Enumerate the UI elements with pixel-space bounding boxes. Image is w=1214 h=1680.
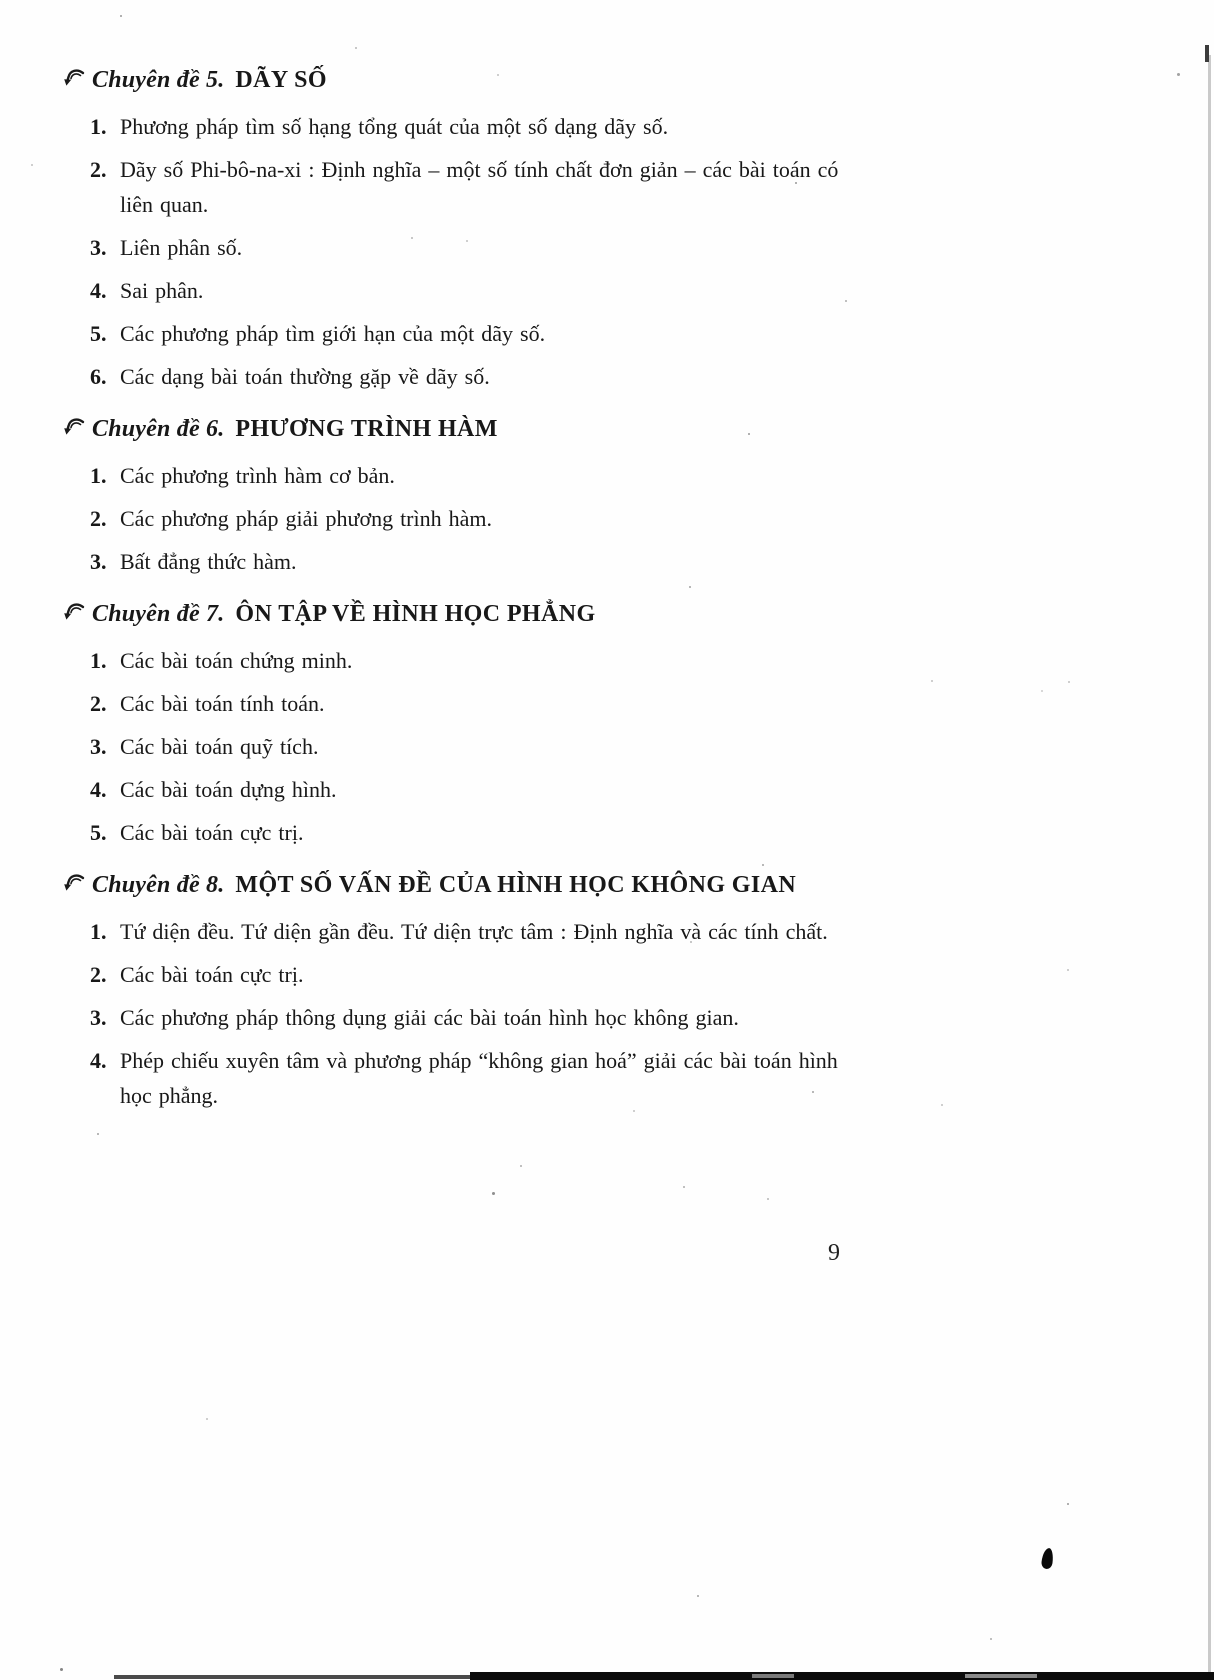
scan-speck — [845, 300, 847, 302]
scan-speck — [1067, 969, 1069, 971]
item-number: 5. — [90, 820, 107, 845]
item-text: Các bài toán quỹ tích. — [120, 734, 319, 759]
item-text: Các phương trình hàm cơ bản. — [120, 463, 395, 488]
item-number: 3. — [90, 734, 107, 759]
scan-bottom-bar-thin — [114, 1675, 474, 1679]
item-number: 1. — [90, 648, 107, 673]
item-number: 2. — [90, 506, 107, 531]
section-heading — [62, 596, 852, 632]
list-item — [90, 1000, 852, 1035]
scan-speck — [762, 864, 764, 866]
scan-speck — [931, 680, 933, 682]
scan-speck — [31, 164, 33, 166]
table-of-contents — [0, 62, 852, 1121]
scan-speck — [97, 1133, 99, 1135]
list-item — [90, 458, 852, 493]
section-6 — [62, 411, 852, 579]
curved-arrow-icon — [62, 871, 87, 901]
item-text: Sai phân. — [120, 278, 204, 303]
section-items — [90, 109, 852, 394]
section-items — [90, 458, 852, 579]
scan-bottom-bar — [470, 1672, 1214, 1680]
item-number: 2. — [90, 962, 107, 987]
item-text: Phép chiếu xuyên tâm và phương pháp “không gian hoá” giải các bài toán hình học phẳng. — [120, 1048, 838, 1108]
scan-speck — [683, 1186, 685, 1188]
item-number: 1. — [90, 463, 107, 488]
item-text: Các bài toán tính toán. — [120, 691, 325, 716]
section-title: DÃY SỐ — [235, 67, 327, 93]
list-item — [90, 230, 852, 265]
scan-bottom-bar-gap — [965, 1674, 1037, 1678]
curved-arrow-icon — [62, 66, 87, 96]
list-item — [90, 643, 852, 678]
scan-speck — [767, 1198, 769, 1200]
scan-speck — [497, 74, 499, 76]
item-number: 2. — [90, 691, 107, 716]
item-text: Các bài toán cực trị. — [120, 962, 304, 987]
list-item — [90, 316, 852, 351]
page-number: 9 — [828, 1240, 840, 1266]
section-heading — [62, 62, 852, 98]
list-item — [90, 772, 852, 807]
section-label: Chuyên đề 6. — [92, 416, 225, 442]
section-5 — [62, 62, 852, 394]
item-number: 4. — [90, 278, 107, 303]
item-number: 4. — [90, 1048, 107, 1073]
list-item — [90, 273, 852, 308]
list-item — [90, 957, 852, 992]
section-items — [90, 914, 852, 1113]
section-8 — [62, 867, 852, 1113]
item-number: 3. — [90, 235, 107, 260]
scan-speck — [748, 433, 750, 435]
list-item — [90, 109, 852, 144]
item-number: 3. — [90, 1005, 107, 1030]
item-text: Các phương pháp tìm giới hạn của một dãy số. — [120, 321, 546, 346]
section-title: ÔN TẬP VỀ HÌNH HỌC PHẲNG — [235, 601, 596, 627]
scan-edge-line — [1208, 55, 1211, 1672]
ink-blot — [1041, 1547, 1054, 1569]
item-text: Dãy số Phi-bô-na-xi : Định nghĩa – một số tính chất đơn giản – các bài toán có liên quan. — [120, 157, 839, 217]
scan-speck — [990, 1638, 992, 1640]
item-number: 3. — [90, 549, 107, 574]
item-number: 6. — [90, 364, 107, 389]
scan-speck — [689, 586, 691, 588]
list-item — [90, 1043, 852, 1113]
scan-speck — [411, 237, 413, 239]
list-item — [90, 815, 852, 850]
section-heading — [62, 867, 852, 903]
list-item — [90, 544, 852, 579]
item-text: Các bài toán cực trị. — [120, 820, 304, 845]
scan-speck — [795, 182, 797, 184]
item-text: Các dạng bài toán thường gặp về dãy số. — [120, 364, 490, 389]
curved-arrow-icon — [62, 415, 87, 445]
section-label: Chuyên đề 8. — [92, 872, 225, 898]
section-label: Chuyên đề 7. — [92, 601, 225, 627]
scan-bottom-bar-gap — [752, 1674, 794, 1678]
list-item — [90, 152, 852, 222]
item-text: Phương pháp tìm số hạng tổng quát của một số dạng dãy số. — [120, 114, 669, 139]
scan-speck — [690, 941, 692, 943]
item-text: Các phương pháp giải phương trình hàm. — [120, 506, 492, 531]
scan-speck — [1041, 690, 1043, 692]
item-text: Bất đẳng thức hàm. — [120, 549, 297, 574]
list-item — [90, 501, 852, 536]
scan-speck — [492, 1192, 495, 1195]
item-text: Các bài toán chứng minh. — [120, 648, 353, 673]
item-number: 1. — [90, 919, 107, 944]
section-heading — [62, 411, 852, 447]
list-item — [90, 729, 852, 764]
curved-arrow-icon — [62, 600, 87, 630]
scan-speck — [633, 1110, 635, 1112]
scan-speck — [60, 1668, 63, 1671]
scan-speck — [1177, 73, 1180, 76]
section-label: Chuyên đề 5. — [92, 67, 225, 93]
item-text: Tứ diện đều. Tứ diện gần đều. Tứ diện trực tâm : Định nghĩa và các tính chất. — [120, 919, 828, 944]
scan-speck — [1068, 681, 1070, 683]
scan-speck — [812, 1091, 814, 1093]
scan-edge-tick — [1205, 45, 1209, 62]
section-title: MỘT SỐ VẤN ĐỀ CỦA HÌNH HỌC KHÔNG GIAN — [235, 872, 797, 898]
section-7 — [62, 596, 852, 850]
item-number: 1. — [90, 114, 107, 139]
scan-speck — [355, 47, 357, 49]
scan-speck — [1067, 1503, 1069, 1505]
scan-speck — [120, 15, 122, 17]
item-text: Các bài toán dựng hình. — [120, 777, 337, 802]
scan-speck — [466, 240, 468, 242]
list-item — [90, 686, 852, 721]
section-items — [90, 643, 852, 850]
item-text: Liên phân số. — [120, 235, 243, 260]
item-number: 5. — [90, 321, 107, 346]
scan-speck — [941, 1104, 943, 1106]
item-number: 4. — [90, 777, 107, 802]
list-item — [90, 914, 852, 949]
scan-speck — [206, 1418, 208, 1420]
item-number: 2. — [90, 157, 107, 182]
section-title: PHƯƠNG TRÌNH HÀM — [235, 416, 498, 442]
scan-speck — [697, 1595, 699, 1597]
scan-speck — [520, 1165, 522, 1167]
item-text: Các phương pháp thông dụng giải các bài toán hình học không gian. — [120, 1005, 739, 1030]
list-item — [90, 359, 852, 394]
